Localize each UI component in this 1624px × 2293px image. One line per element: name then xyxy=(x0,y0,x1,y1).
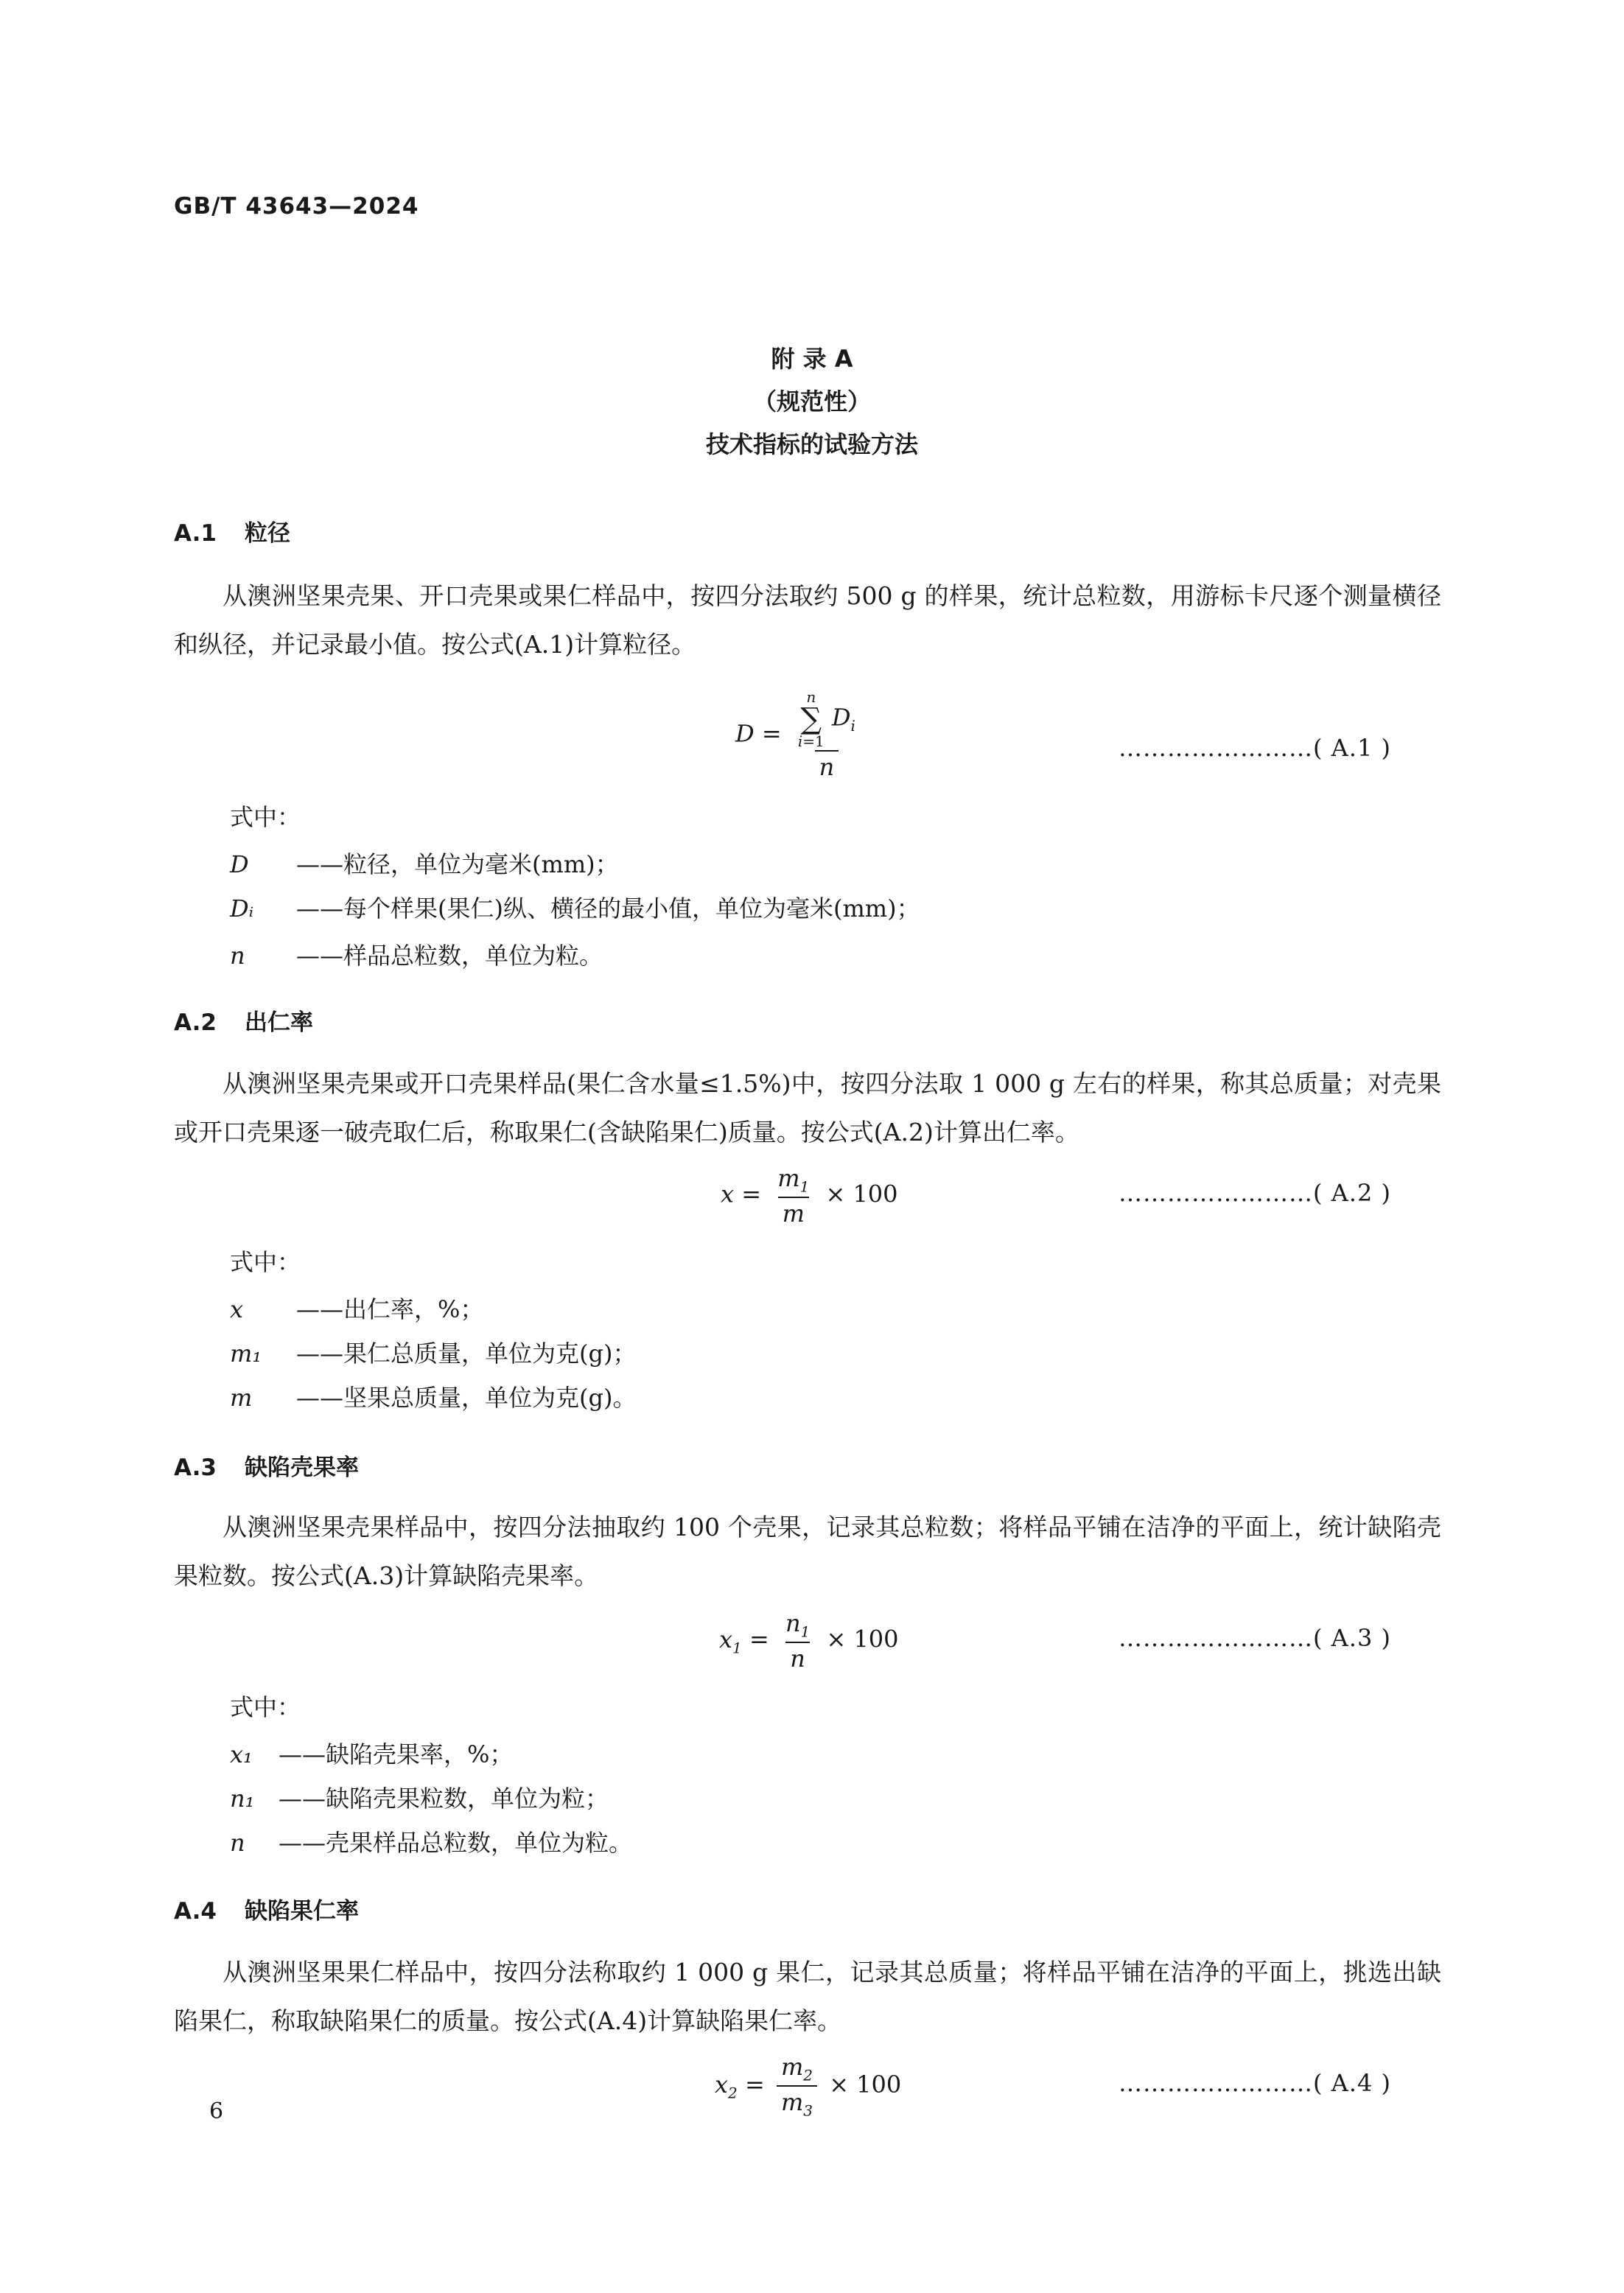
where-label: 式中： xyxy=(230,1693,301,1721)
definition-row: m₁ ——果仁总质量，单位为克(g)； xyxy=(230,1340,637,1368)
section-a4-paragraph: 从澳洲坚果果仁样品中，按四分法称取约 1 000 g 果仁，记录其总质量；将样品平铺在洁净的平面上，挑选出缺陷果仁，称取缺陷果仁的质量。按公式(A.4)计算缺陷果仁率。 xyxy=(174,1958,1441,2035)
equation-number-a3: ……………………( A.3 ) xyxy=(1119,1624,1391,1652)
equation-number-a4: ……………………( A.4 ) xyxy=(1119,2069,1391,2097)
page-number: 6 xyxy=(209,2098,224,2124)
definition-row: x₁ ——缺陷壳果率，%； xyxy=(230,1740,514,1768)
definition-row: n ——样品总粒数，单位为粒。 xyxy=(230,942,603,970)
where-label: 式中： xyxy=(230,1248,301,1276)
formula-a4: $x_2$ = $\frac{m_2}{m_3}$ × 100 xyxy=(715,2053,902,2120)
section-title: 粒径 xyxy=(245,520,290,547)
where-label: 式中： xyxy=(230,803,301,831)
section-a4-heading: A.4 缺陷果仁率 xyxy=(174,1898,359,1925)
formula-a1: D = n ∑ i=1 $D_i$ n xyxy=(735,690,864,781)
fraction: n ∑ i=1 $D_i$ n xyxy=(797,688,855,781)
formula-a2: x = $\frac{m_1}{m}$ × 100 xyxy=(721,1164,898,1228)
definition-row: m ——坚果总质量，单位为克(g)。 xyxy=(230,1384,637,1412)
section-a3-paragraph: 从澳洲坚果壳果样品中，按四分法抽取约 100 个壳果，记录其总粒数；将样品平铺在洁净的平面上，统计缺陷壳果粒数。按公式(A.3)计算缺陷壳果率。 xyxy=(174,1513,1441,1590)
section-a2-heading: A.2 出仁率 xyxy=(174,1009,313,1036)
equation-number-a2: ……………………( A.2 ) xyxy=(1119,1179,1391,1207)
definition-row: x ——出仁率，%； xyxy=(230,1295,484,1323)
appendix-nature: （规范性） xyxy=(752,388,871,416)
definition-row: D ——粒径，单位为毫米(mm)； xyxy=(230,850,619,878)
section-a2-paragraph: 从澳洲坚果壳果或开口壳果样品(果仁含水量≤1.5%)中，按四分法取 1 000 g 左右的样果，称其总质量；对壳果或开口壳果逐一破壳取仁后，称取果仁(含缺陷果仁)质量。按公式(A.2)计算出仁率。 xyxy=(174,1069,1441,1146)
section-a1-heading xyxy=(174,514,290,547)
definition-row: Dᵢ ——每个样果(果仁)纵、横径的最小值，单位为毫米(mm)； xyxy=(230,895,920,923)
appendix-subtitle: 技术指标的试验方法 xyxy=(705,430,918,458)
definition-row: n₁ ——缺陷壳果粒数，单位为粒； xyxy=(230,1785,609,1813)
definition-row: n ——壳果样品总粒数，单位为粒。 xyxy=(230,1829,633,1857)
appendix-title: 附 录 A xyxy=(771,345,853,373)
section-a1-paragraph: 从澳洲坚果壳果、开口壳果或果仁样品中，按四分法取约 500 g 的样果，统计总粒数，用游标卡尺逐个测量横径和纵径，并记录最小值。按公式(A.1)计算粒径。 xyxy=(174,581,1441,659)
formula-a3: $x_1$ = $\frac{n_1}{n}$ × 100 xyxy=(719,1609,899,1673)
standard-number: GB/T 43643—2024 xyxy=(174,193,419,220)
section-number: A.1 xyxy=(174,520,217,547)
equation-number-a1: ……………………( A.1 ) xyxy=(1119,734,1391,762)
section-a3-heading: A.3 缺陷壳果率 xyxy=(174,1454,359,1481)
